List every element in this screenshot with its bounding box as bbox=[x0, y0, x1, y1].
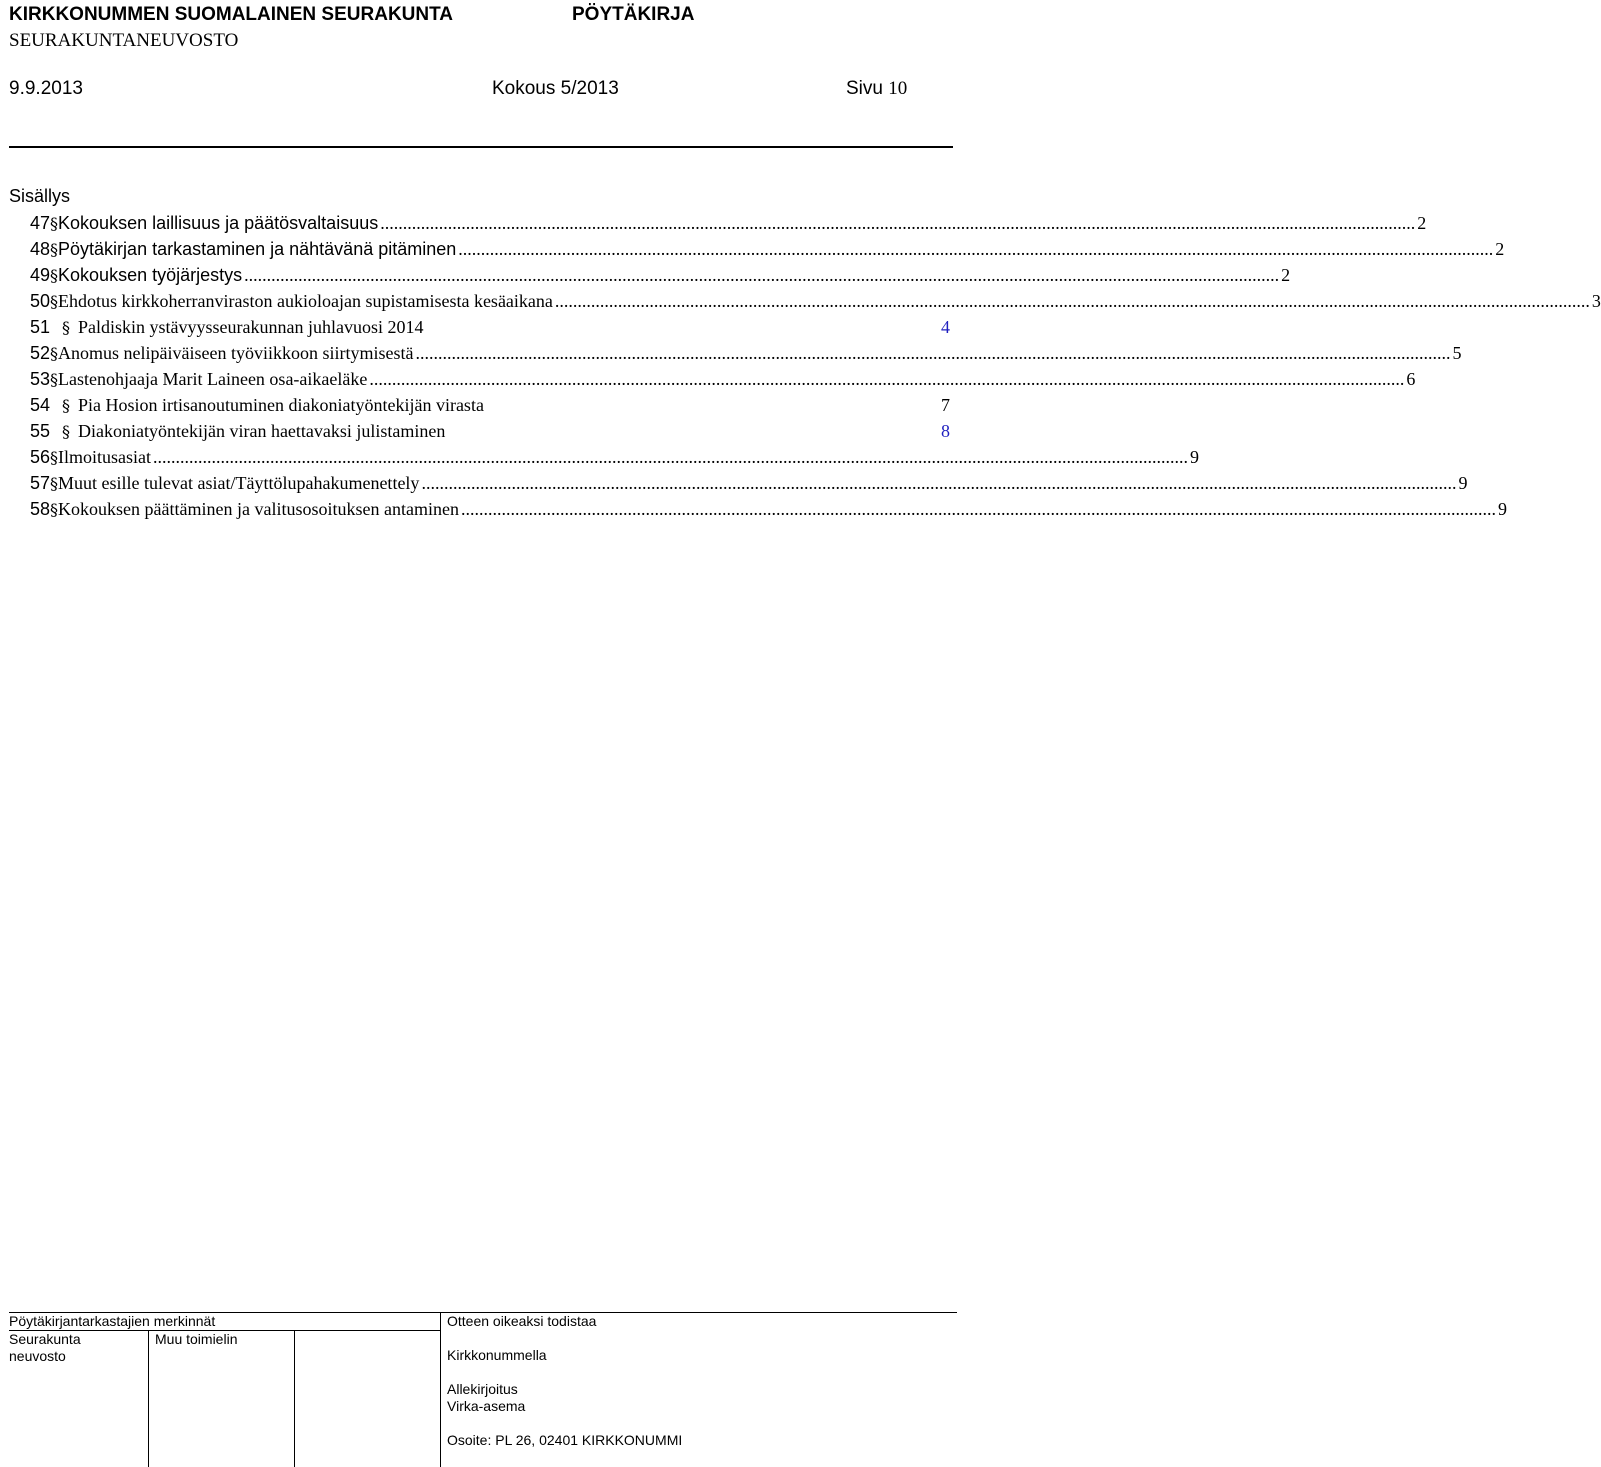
toc-entry-number: 57 bbox=[30, 473, 51, 493]
checkers-heading: Pöytäkirjantarkastajien merkinnät bbox=[9, 1313, 216, 1329]
footer-col-divider-3 bbox=[440, 1312, 441, 1467]
position-label: Virka-asema bbox=[447, 1398, 526, 1414]
certify-label: Otteen oikeaksi todistaa bbox=[447, 1313, 597, 1329]
section-symbol: § bbox=[50, 266, 59, 285]
toc-entry-title[interactable]: Pia Hosion irtisanoutuminen diakoniatyöntekijän virasta bbox=[78, 395, 484, 415]
header-divider bbox=[9, 146, 953, 148]
toc-entry-title[interactable]: Kokouksen työjärjestys bbox=[58, 265, 243, 285]
dot-leader bbox=[244, 262, 1279, 288]
toc-entry-page: 2 bbox=[1281, 265, 1291, 285]
dot-leader bbox=[555, 288, 1590, 314]
table-of-contents bbox=[30, 210, 1601, 522]
section-symbol: § bbox=[62, 318, 70, 337]
place-label: Kirkkonummella bbox=[447, 1347, 547, 1363]
section-symbol: § bbox=[50, 240, 59, 259]
section-symbol: § bbox=[50, 474, 59, 493]
footer-col-divider-2 bbox=[294, 1330, 295, 1467]
toc-title: Sisällys bbox=[9, 186, 71, 206]
toc-entry-title[interactable]: Pöytäkirjan tarkastaminen ja nähtävänä pitäminen bbox=[58, 239, 457, 259]
toc-entry-number: 51 bbox=[30, 317, 51, 337]
dot-leader bbox=[421, 470, 1456, 496]
toc-entry-page: 5 bbox=[1452, 343, 1462, 363]
toc-entry-number: 49 bbox=[30, 265, 51, 285]
dot-leader bbox=[369, 366, 1404, 392]
dot-leader bbox=[380, 210, 1415, 236]
toc-entry-page: 8 bbox=[941, 421, 950, 441]
other-body-label: Muu toimielin bbox=[155, 1331, 238, 1347]
toc-entry[interactable] bbox=[30, 496, 1507, 522]
body-name: SEURAKUNTANEUVOSTO bbox=[9, 30, 239, 51]
document-type: PÖYTÄKIRJA bbox=[572, 4, 695, 25]
footer-signature-table bbox=[0, 1306, 960, 1467]
section-symbol: § bbox=[50, 500, 59, 519]
toc-entry[interactable] bbox=[30, 470, 1468, 496]
dot-leader bbox=[153, 444, 1188, 470]
toc-entry-number: 53 bbox=[30, 369, 51, 389]
signature-label: Allekirjoitus bbox=[447, 1381, 518, 1397]
organization-name: KIRKKONUMMEN SUOMALAINEN SEURAKUNTA bbox=[9, 4, 454, 25]
toc-entry-page: 4 bbox=[941, 317, 950, 337]
address-label: Osoite: PL 26, 02401 KIRKKONUMMI bbox=[447, 1432, 683, 1448]
toc-entry[interactable] bbox=[30, 366, 1416, 392]
toc-entry-number: 50 bbox=[30, 291, 51, 311]
toc-entry-number: 48 bbox=[30, 239, 51, 259]
toc-entry-title[interactable]: Kokouksen laillisuus ja päätösvaltaisuus bbox=[58, 213, 379, 233]
dot-leader bbox=[461, 496, 1496, 522]
dot-leader bbox=[416, 340, 1451, 366]
toc-entry-title[interactable]: Kokouksen päättäminen ja valitusosoituksen antaminen bbox=[58, 499, 459, 519]
section-symbol: § bbox=[50, 344, 59, 363]
toc-entry-title[interactable]: Muut esille tulevat asiat/Täyttölupahakumenettely bbox=[58, 473, 420, 493]
toc-entry-page: 9 bbox=[1458, 473, 1468, 493]
toc-entry[interactable] bbox=[30, 210, 1427, 236]
dot-leader bbox=[458, 236, 1493, 262]
toc-entry-number: 47 bbox=[30, 213, 51, 233]
toc-entry[interactable] bbox=[30, 236, 1505, 262]
toc-entry-page: 3 bbox=[1591, 291, 1601, 311]
toc-entry-title[interactable]: Paldiskin ystävyysseurakunnan juhlavuosi 2014 bbox=[78, 317, 424, 337]
toc-entry-page: 9 bbox=[1190, 447, 1200, 467]
page-indicator bbox=[846, 78, 907, 100]
council-label-line2: neuvosto bbox=[9, 1348, 66, 1364]
meeting-date: 9.9.2013 bbox=[9, 78, 83, 99]
toc-entry-title[interactable]: Ehdotus kirkkoherranviraston aukioloajan supistamisesta kesäaikana bbox=[58, 291, 553, 311]
section-symbol: § bbox=[50, 370, 59, 389]
toc-entry[interactable] bbox=[30, 288, 1601, 314]
toc-entry-number: 56 bbox=[30, 447, 51, 467]
page-label: Sivu bbox=[846, 78, 883, 99]
toc-entry-title[interactable]: Anomus nelipäiväiseen työviikkoon siirtymisestä bbox=[58, 343, 414, 363]
section-symbol: § bbox=[50, 214, 59, 233]
section-symbol: § bbox=[62, 396, 70, 415]
meeting-number: Kokous 5/2013 bbox=[492, 78, 619, 99]
toc-entry-page: 7 bbox=[941, 395, 950, 415]
toc-entry-number: 54 bbox=[30, 395, 51, 415]
toc-entry[interactable] bbox=[30, 262, 1291, 288]
toc-entry-page: 9 bbox=[1497, 499, 1507, 519]
toc-entry-number: 52 bbox=[30, 343, 51, 363]
section-symbol: § bbox=[62, 422, 70, 441]
section-symbol: § bbox=[50, 448, 59, 467]
toc-entry[interactable] bbox=[30, 418, 950, 444]
toc-entry-title[interactable]: Lastenohjaaja Marit Laineen osa-aikaeläke bbox=[58, 369, 368, 389]
toc-entry-page: 6 bbox=[1406, 369, 1416, 389]
toc-entry-title[interactable]: Diakoniatyöntekijän viran haettavaksi julistaminen bbox=[78, 421, 446, 441]
footer-col-divider-1 bbox=[148, 1330, 149, 1467]
section-symbol: § bbox=[50, 292, 59, 311]
toc-entry[interactable] bbox=[30, 340, 1462, 366]
toc-entry-title[interactable]: Ilmoitusasiat bbox=[58, 447, 152, 467]
toc-entry[interactable] bbox=[30, 444, 1200, 470]
toc-entry[interactable] bbox=[30, 392, 950, 418]
toc-entry-page: 2 bbox=[1495, 239, 1505, 259]
toc-entry[interactable] bbox=[30, 314, 950, 340]
toc-entry-page: 2 bbox=[1417, 213, 1427, 233]
council-label-line1: Seurakunta bbox=[9, 1331, 81, 1347]
toc-entry-number: 58 bbox=[30, 499, 51, 519]
page-number: 10 bbox=[888, 78, 908, 99]
toc-entry-number: 55 bbox=[30, 421, 51, 441]
